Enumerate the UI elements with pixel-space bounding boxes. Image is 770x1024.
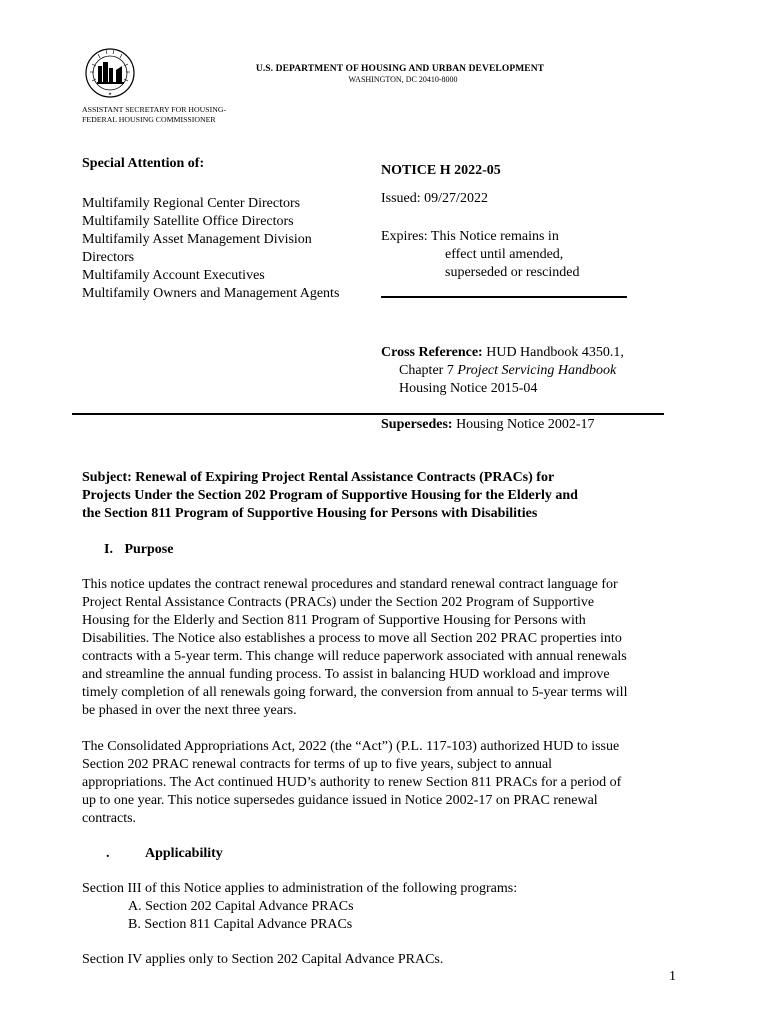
section-numeral: . [106,846,110,861]
text-line: Section III of this Notice applies to administration of the following programs: [82,881,518,896]
section-numeral: I. [104,542,113,557]
cross-reference-line: HUD Handbook 4350.1, [482,345,624,360]
section-heading-applicability [106,845,223,863]
issued-date: Issued: 09/27/2022 [381,191,488,206]
list-item: A. Section 202 Capital Advance PRACs [128,899,354,914]
text-line: Housing for the Elderly and Section 811 Program of Supportive Housing for Persons with [82,613,586,628]
text-line: Project Rental Assistance Contracts (PRACs) under the Section 202 Program of Supportive [82,595,595,610]
special-attention-block [82,155,372,303]
department-name: U.S. DEPARTMENT OF HOUSING AND URBAN DEVELOPMENT [255,64,545,74]
list-item: B. Section 811 Capital Advance PRACs [128,917,353,932]
office-line: ASSISTANT SECRETARY FOR HOUSING- [82,105,227,114]
cross-reference-label: Cross Reference: [381,345,483,360]
supersedes-value: Housing Notice 2002-17 [452,417,595,432]
divider [381,296,627,298]
text-line: contracts with a 5-year term. This change will reduce paperwork associated with annual renewals [82,649,627,664]
text-line: be phased in over the next three years. [82,703,297,718]
svg-text:★: ★ [108,91,112,96]
recipient-item: Multifamily Satellite Office Directors [82,214,294,229]
text-line: The Consolidated Appropriations Act, 2022 (the “Act”) (P.L. 117-103) authorized HUD to issue [82,739,620,754]
recipient-item: Multifamily Asset Management Division [82,232,312,247]
cross-reference-line: Chapter 7 [399,363,458,378]
section-title: Purpose [124,542,174,557]
text-line: contracts. [82,811,137,826]
cross-reference-block [381,344,671,398]
expires-line: effect until amended, [445,247,564,262]
text-line: This notice updates the contract renewal procedures and standard renewal contract language for [82,577,618,592]
text-line: timely completion of all renewals going forward, the conversion from annual to 5-year terms will [82,685,628,700]
expires-line: Expires: This Notice remains in [381,229,559,244]
text-line: up to one year. This notice supersedes guidance issued in Notice 2002-17 on PRAC renewal [82,793,598,808]
supersedes-block [381,416,671,434]
text-line: Section 202 PRAC renewal contracts for terms of up to five years, subject to annual [82,757,553,772]
divider [72,413,664,415]
notice-number: NOTICE H 2022-05 [381,163,501,178]
expires-block [381,228,671,282]
expires-line: superseded or rescinded [445,265,580,280]
recipient-item: Directors [82,250,135,265]
section-heading-purpose [104,541,173,559]
supersedes-label: Supersedes: [381,417,453,432]
department-address: WASHINGTON, DC 20410-8000 [348,75,458,84]
subject-line: Subject: Renewal of Expiring Project Rental Assistance Contracts (PRACs) for [82,470,555,485]
subject-block [82,469,682,523]
handbook-title: Project Servicing Handbook [457,363,617,378]
recipient-item: Multifamily Account Executives [82,268,265,283]
special-attention-heading: Special Attention of: [82,156,205,171]
paragraph [82,576,682,720]
recipient-item: Multifamily Owners and Management Agents [82,286,340,301]
text-line: and streamline the annual funding process. To assist in balancing HUD workload and improve [82,667,610,682]
subject-line: Projects Under the Section 202 Program of Supportive Housing for the Elderly and [82,488,578,503]
subject-line: the Section 811 Program of Supportive Housing for Persons with Disabilities [82,506,538,521]
section-title: Applicability [145,846,223,861]
applicability-block [82,880,682,934]
office-title [82,105,226,125]
text-line: Disabilities. The Notice also establishes a process to move all Section 202 PRAC properties into [82,631,622,646]
text-line: Section IV applies only to Section 202 Capital Advance PRACs. [82,952,444,967]
office-line: FEDERAL HOUSING COMMISSIONER [82,115,216,124]
page-number: 1 [669,969,676,984]
recipient-item: Multifamily Regional Center Directors [82,196,301,211]
cross-reference-line: Housing Notice 2015-04 [399,381,538,396]
text-line: appropriations. The Act continued HUD’s authority to renew Section 811 PRACs for a period of [82,775,622,790]
paragraph [82,738,682,828]
